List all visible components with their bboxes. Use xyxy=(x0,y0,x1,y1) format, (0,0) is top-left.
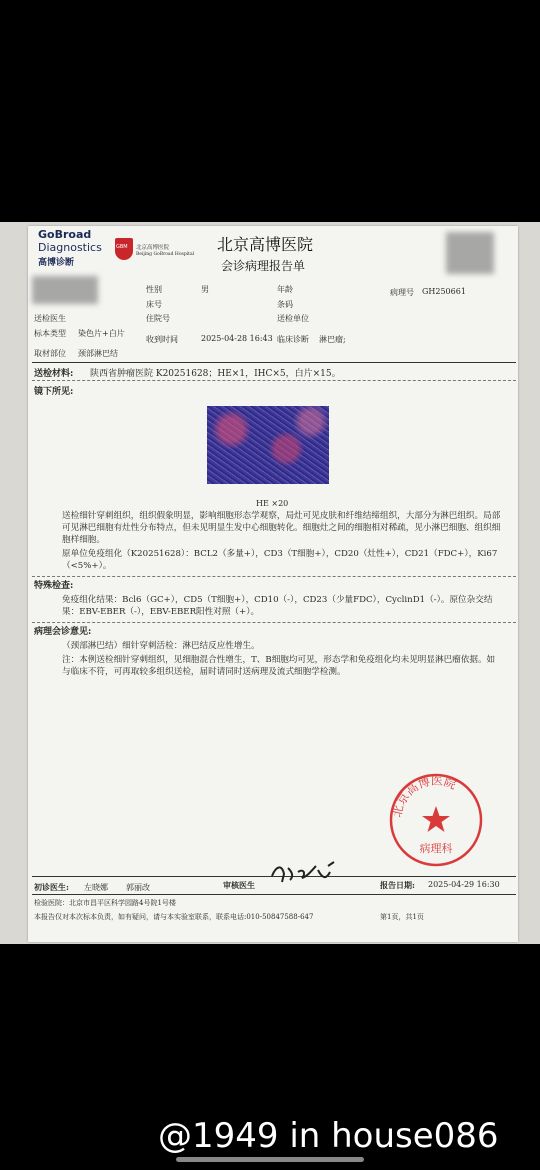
opinion-note: 注：本例送检细针穿刺组织，见细胞混合性增生，T、B细胞均可见，形态学和免疫组化均未见明显淋巴瘤依据。如与临床不符，可再取较多组织送检，届时请同时送病理及流式细胞学检测。 xyxy=(62,655,496,677)
first-doctor-2: 郭丽改 xyxy=(126,883,150,892)
unit-label: 送检单位 xyxy=(277,314,309,323)
logo-abbr: GBM xyxy=(116,244,128,250)
pathology-report-sheet xyxy=(28,226,518,942)
report-date-label: 报告日期: xyxy=(380,880,415,890)
page-number: 第1页，共1页 xyxy=(380,913,424,921)
divider xyxy=(32,380,516,381)
diagnosis-value: 淋巴瘤; xyxy=(319,335,346,344)
material-value: 陕西省肿瘤医院 K20251628；HE×1，IHC×5，白片×15。 xyxy=(90,369,341,379)
brand-en-line1: GoBroad xyxy=(38,228,92,241)
micrograph-caption: HE ×20 xyxy=(256,499,289,508)
material-label: 送检材料: xyxy=(34,369,74,379)
microscopy-label: 镜下所见: xyxy=(34,387,74,397)
barcode-label: 条码 xyxy=(277,300,293,309)
site-value: 颈部淋巴结 xyxy=(78,349,118,358)
brand-cn: 高博诊断 xyxy=(38,258,75,268)
opinion-label: 病理会诊意见: xyxy=(34,627,92,637)
diagnosis-label: 临床诊断 xyxy=(277,335,309,344)
first-doctor-1: 左晓娜 xyxy=(84,883,108,892)
first-doctor-label: 初诊医生: xyxy=(34,882,69,892)
watermark-text: @1949 in house086 xyxy=(158,1116,499,1156)
disclaimer-text: 本报告仅对本次标本负责，如有疑问，请与本实验室联系，联系电话:010-50847588-647 xyxy=(34,913,314,921)
address-text: 检验医院：北京市昌平区科学园路4号院1号楼 xyxy=(34,899,176,907)
received-label: 收到时间 xyxy=(146,335,178,344)
pathology-no-value: GH250661 xyxy=(422,287,466,296)
gender-value: 男 xyxy=(201,285,209,294)
age-label: 年龄 xyxy=(277,285,293,294)
sample-type-value: 染色片+白片 xyxy=(78,329,125,338)
svg-text:北京高博医院: 北京高博医院 xyxy=(389,773,459,819)
hospital-logo-icon xyxy=(115,238,133,260)
document-photo xyxy=(0,222,540,944)
svg-text:病理科: 病理科 xyxy=(419,842,453,855)
report-title: 会诊病理报告单 xyxy=(221,259,306,273)
divider xyxy=(32,622,516,623)
pathology-no-label: 病理号 xyxy=(390,288,414,297)
review-label: 审核医生 xyxy=(223,880,255,890)
special-label: 特殊检查: xyxy=(34,581,74,591)
microscopy-text: 送检细针穿刺组织，组织假象明显，影响细胞形态学观察，局灶可见皮肤和纤维结缔组织，大部分为淋巴组织。局部可见淋巴细胞有灶性分布特点，但未见明显生发中心细胞转化。细胞灶之间的细胞相对稀疏，见小淋巴细胞、组织细胞样细胞。 xyxy=(62,511,501,545)
report-date-value: 2025-04-29 16:30 xyxy=(428,880,500,889)
home-indicator[interactable] xyxy=(176,1157,364,1162)
gender-label: 性别 xyxy=(146,285,162,294)
site-label: 取材部位 xyxy=(34,349,66,358)
redacted-patient-name xyxy=(32,276,98,304)
divider xyxy=(32,362,516,363)
divider xyxy=(32,576,516,577)
special-ihc-text: 免疫组化结果：Bcl6（GC+），CD5（T细胞+），CD10（-），CD23（少量FDC），CyclinD1（-）。原位杂交结果：EBV-EBER（-），EBV-EBER阳性对照（+）。 xyxy=(62,595,493,617)
hospital-name-small: 北京高博医院 xyxy=(136,245,170,251)
redacted-qr xyxy=(446,232,494,274)
brand-en-line2: Diagnostics xyxy=(38,241,102,254)
divider xyxy=(32,894,516,895)
reviewer-signature-image xyxy=(268,858,340,886)
inpatient-label: 住院号 xyxy=(146,314,170,323)
sample-type-label: 标本类型 xyxy=(34,329,66,338)
bed-label: 床号 xyxy=(146,300,162,309)
he-micrograph-image xyxy=(207,406,329,484)
received-value: 2025-04-28 16:43 xyxy=(201,334,273,343)
doctor-label: 送检医生 xyxy=(34,314,66,323)
hospital-title: 北京高博医院 xyxy=(217,235,314,254)
original-ihc-text: 原单位免疫组化（K20251628）：BCL2（多量+），CD3（T细胞+），CD20（灶性+），CD21（FDC+），Ki67（<5%+）。 xyxy=(62,549,498,571)
hospital-name-en-small: Beijing GoBroad Hospital xyxy=(136,252,195,257)
hospital-seal-stamp xyxy=(388,772,484,868)
opinion-main: （颈部淋巴结）细针穿刺活检：淋巴结反应性增生。 xyxy=(62,641,260,651)
